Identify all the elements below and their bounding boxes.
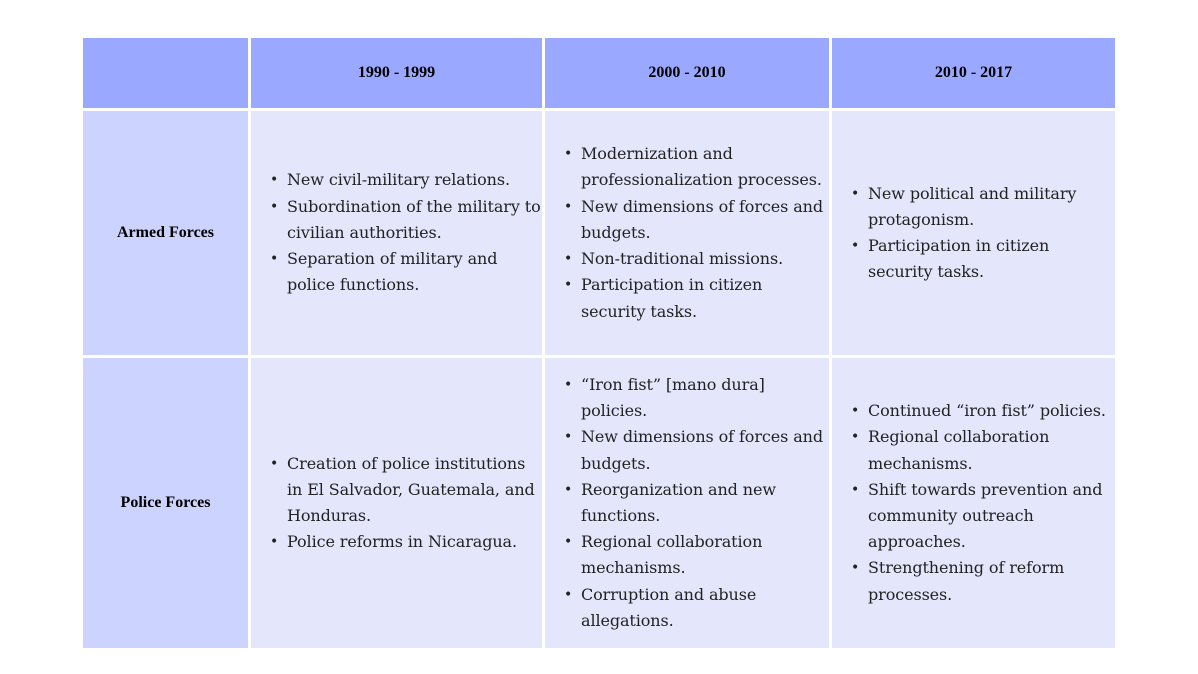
bullet-list: [854, 398, 1115, 608]
header-period-1990-1999: 1990 - 1999: [251, 38, 545, 111]
bullet-list: [854, 181, 1115, 286]
list-item: • “Iron fist” [mano dura] policies.: [567, 372, 829, 424]
header-period-2000-2010: 2000 - 2010: [545, 38, 832, 111]
row-header-armed-forces: Armed Forces: [83, 111, 251, 358]
comparison-table: [83, 38, 1115, 648]
list-item: • Strengthening of reform processes.: [854, 555, 1115, 607]
cell-armed-2010-2017: [832, 111, 1115, 358]
list-item: • Reorganization and new functions.: [567, 477, 829, 529]
header-period-2010-2017: 2010 - 2017: [832, 38, 1115, 111]
list-item: • Participation in citizen security tasks.: [567, 272, 829, 324]
bullet-list: [567, 372, 829, 634]
list-item: • New dimensions of forces and budgets.: [567, 194, 829, 246]
cell-police-2000-2010: [545, 358, 832, 648]
cell-armed-2000-2010: [545, 111, 832, 358]
cell-police-2010-2017: [832, 358, 1115, 648]
list-item: • New civil-military relations.: [273, 167, 542, 193]
list-item: • Regional collaboration mechanisms.: [567, 529, 829, 581]
list-item: • Non-traditional missions.: [567, 246, 829, 272]
list-item: • New dimensions of forces and budgets.: [567, 424, 829, 476]
list-item: • Creation of police institutions in El Salvador, Guatemala, and Honduras.: [273, 451, 542, 530]
cell-armed-1990-1999: [251, 111, 545, 358]
list-item: • Subordination of the military to civilian authorities.: [273, 194, 542, 246]
cell-police-1990-1999: [251, 358, 545, 648]
list-item: • Shift towards prevention and community outreach approaches.: [854, 477, 1115, 556]
list-item: • Regional collaboration mechanisms.: [854, 424, 1115, 476]
bullet-list: [273, 451, 542, 556]
list-item: • New political and military protagonism.: [854, 181, 1115, 233]
bullet-list: [567, 141, 829, 324]
bullet-list: [273, 167, 542, 298]
list-item: • Continued “iron fist” policies.: [854, 398, 1115, 424]
list-item: • Modernization and professionalization processes.: [567, 141, 829, 193]
list-item: • Corruption and abuse allegations.: [567, 582, 829, 634]
list-item: • Separation of military and police functions.: [273, 246, 542, 298]
row-header-police-forces: Police Forces: [83, 358, 251, 648]
list-item: • Participation in citizen security tasks.: [854, 233, 1115, 285]
list-item: • Police reforms in Nicaragua.: [273, 529, 542, 555]
header-corner-cell: [83, 38, 251, 111]
